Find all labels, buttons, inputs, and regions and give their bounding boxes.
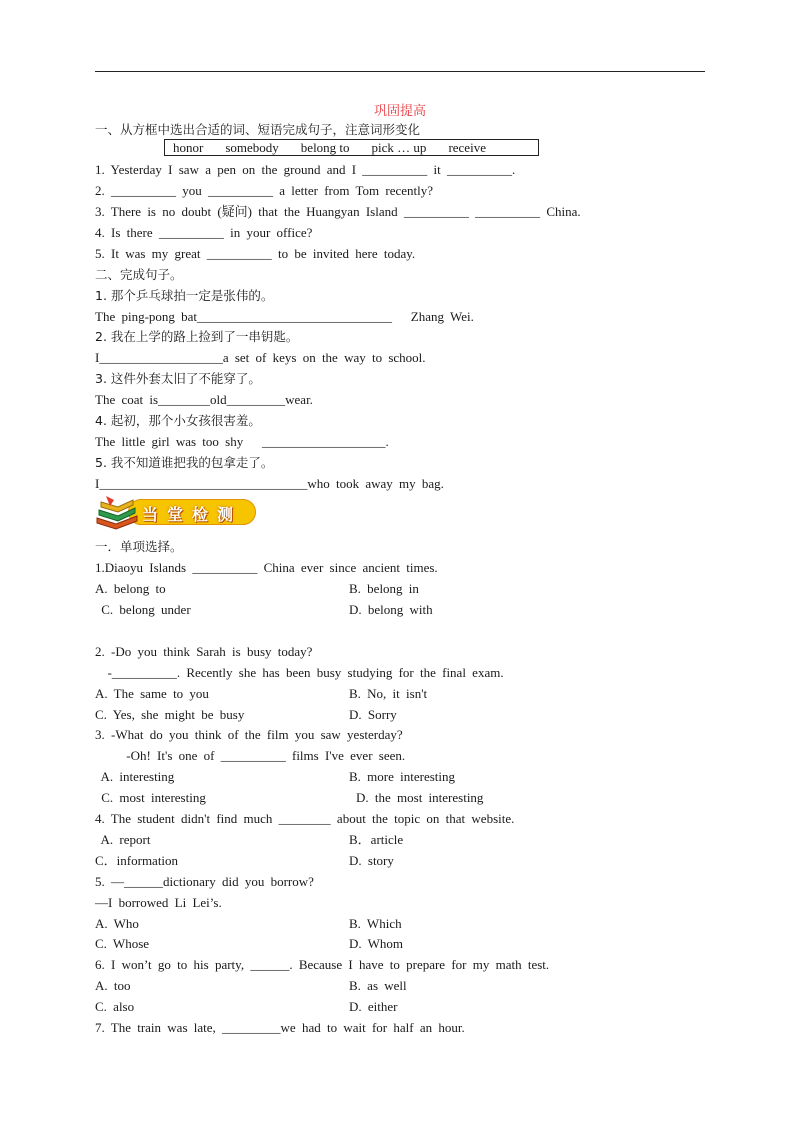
mc-question-stem: 7. The train was late, _________we had to wait for half an hour. [95, 1020, 465, 1035]
mc-option: B. belong in [349, 581, 419, 596]
mc-option: C．information [95, 853, 179, 868]
mc-option: D. either [349, 999, 398, 1014]
mc-option: C. most interesting [95, 790, 206, 805]
mc-option: C. belong under [95, 602, 191, 617]
page-title: 巩固提高 [373, 104, 426, 119]
section-banner [94, 494, 262, 530]
mc-question-stem: —I borrowed Li Lei’s. [95, 895, 222, 910]
translation-answer-line: The ping-pong bat______________________________ Zhang Wei. [95, 309, 474, 324]
mc-option: D. Whom [349, 936, 404, 951]
banner-label: 当堂检测 [142, 505, 243, 524]
mc-option: C. Yes, she might be busy [95, 707, 245, 722]
mc-question-stem: 6. I won’t go to his party, ______. Because I have to prepare for my math test. [95, 957, 550, 972]
word-option: somebody [225, 139, 279, 155]
mc-option: A. interesting [95, 769, 175, 784]
translation-answer-line: I___________________a set of keys on the way to school. [95, 350, 426, 365]
mc-option: A. belong to [95, 581, 166, 596]
translation-prompt: 1. 那个乒乓球拍一定是张伟的。 [95, 288, 274, 303]
translation-prompt: 5. 我不知道谁把我的包拿走了。 [95, 455, 274, 470]
section2-heading: 二、完成句子。 [95, 267, 183, 282]
mc-option: B．article [349, 832, 404, 847]
question: 4. Is there __________ in your office? [95, 225, 313, 240]
section3-heading: 一．单项选择。 [95, 539, 183, 554]
mc-option: D. story [349, 853, 394, 868]
header-rule [95, 71, 705, 72]
mc-option: B. No, it isn't [349, 686, 428, 701]
mc-question-stem: 5. —______dictionary did you borrow? [95, 874, 314, 889]
translation-prompt: 2. 我在上学的路上捡到了一串钥匙。 [95, 329, 299, 344]
word-box [164, 139, 539, 156]
mc-option: C. also [95, 999, 135, 1014]
mc-option: A. report [95, 832, 151, 847]
question: 1. Yesterday I saw a pen on the ground and I __________ it __________. [95, 162, 516, 177]
mc-question-stem: 1.Diaoyu Islands __________ China ever since ancient times. [95, 560, 438, 575]
translation-answer-line: The little girl was too shy ___________________. [95, 434, 389, 449]
mc-question-stem: 2. -Do you think Sarah is busy today? [95, 644, 313, 659]
section1-heading: 一、从方框中选出合适的词、短语完成句子，注意词形变化 [95, 122, 421, 137]
mc-option: D. Sorry [349, 707, 397, 722]
mc-option: B. as well [349, 978, 407, 993]
word-option: belong to [300, 139, 350, 155]
question: 3. There is no doubt (疑问) that the Huangyan Island __________ __________ China. [95, 204, 581, 219]
word-option: honor [173, 139, 204, 155]
translation-prompt: 4. 起初，那个小女孩很害羞。 [95, 413, 261, 428]
translation-answer-line: The coat is________old_________wear. [95, 392, 313, 407]
word-option: receive [448, 139, 486, 155]
mc-question-stem: -__________. Recently she has been busy studying for the final exam. [95, 665, 504, 680]
mc-option: B. Which [349, 916, 402, 931]
mc-question-stem: 3. -What do you think of the film you saw yesterday? [95, 727, 403, 742]
word-option: pick … up [371, 139, 427, 155]
translation-answer-line: I________________________________who took away my bag. [95, 476, 444, 491]
mc-option: D. the most interesting [356, 790, 484, 805]
mc-option: D. belong with [349, 602, 433, 617]
mc-option: B. more interesting [349, 769, 456, 784]
mc-option: A. Who [95, 916, 139, 931]
question: 2. __________ you __________ a letter from Tom recently? [95, 183, 434, 198]
mc-question-stem: 4. The student didn't find much ________ about the topic on that website. [95, 811, 515, 826]
translation-prompt: 3. 这件外套太旧了不能穿了。 [95, 371, 261, 386]
mc-option: A. too [95, 978, 131, 993]
books-icon [94, 494, 140, 530]
mc-option: C. Whose [95, 936, 150, 951]
question: 5. It was my great __________ to be invited here today. [95, 246, 416, 261]
mc-option: A. The same to you [95, 686, 209, 701]
mc-question-stem: -Oh! It's one of __________ films I've ever seen. [95, 748, 406, 763]
